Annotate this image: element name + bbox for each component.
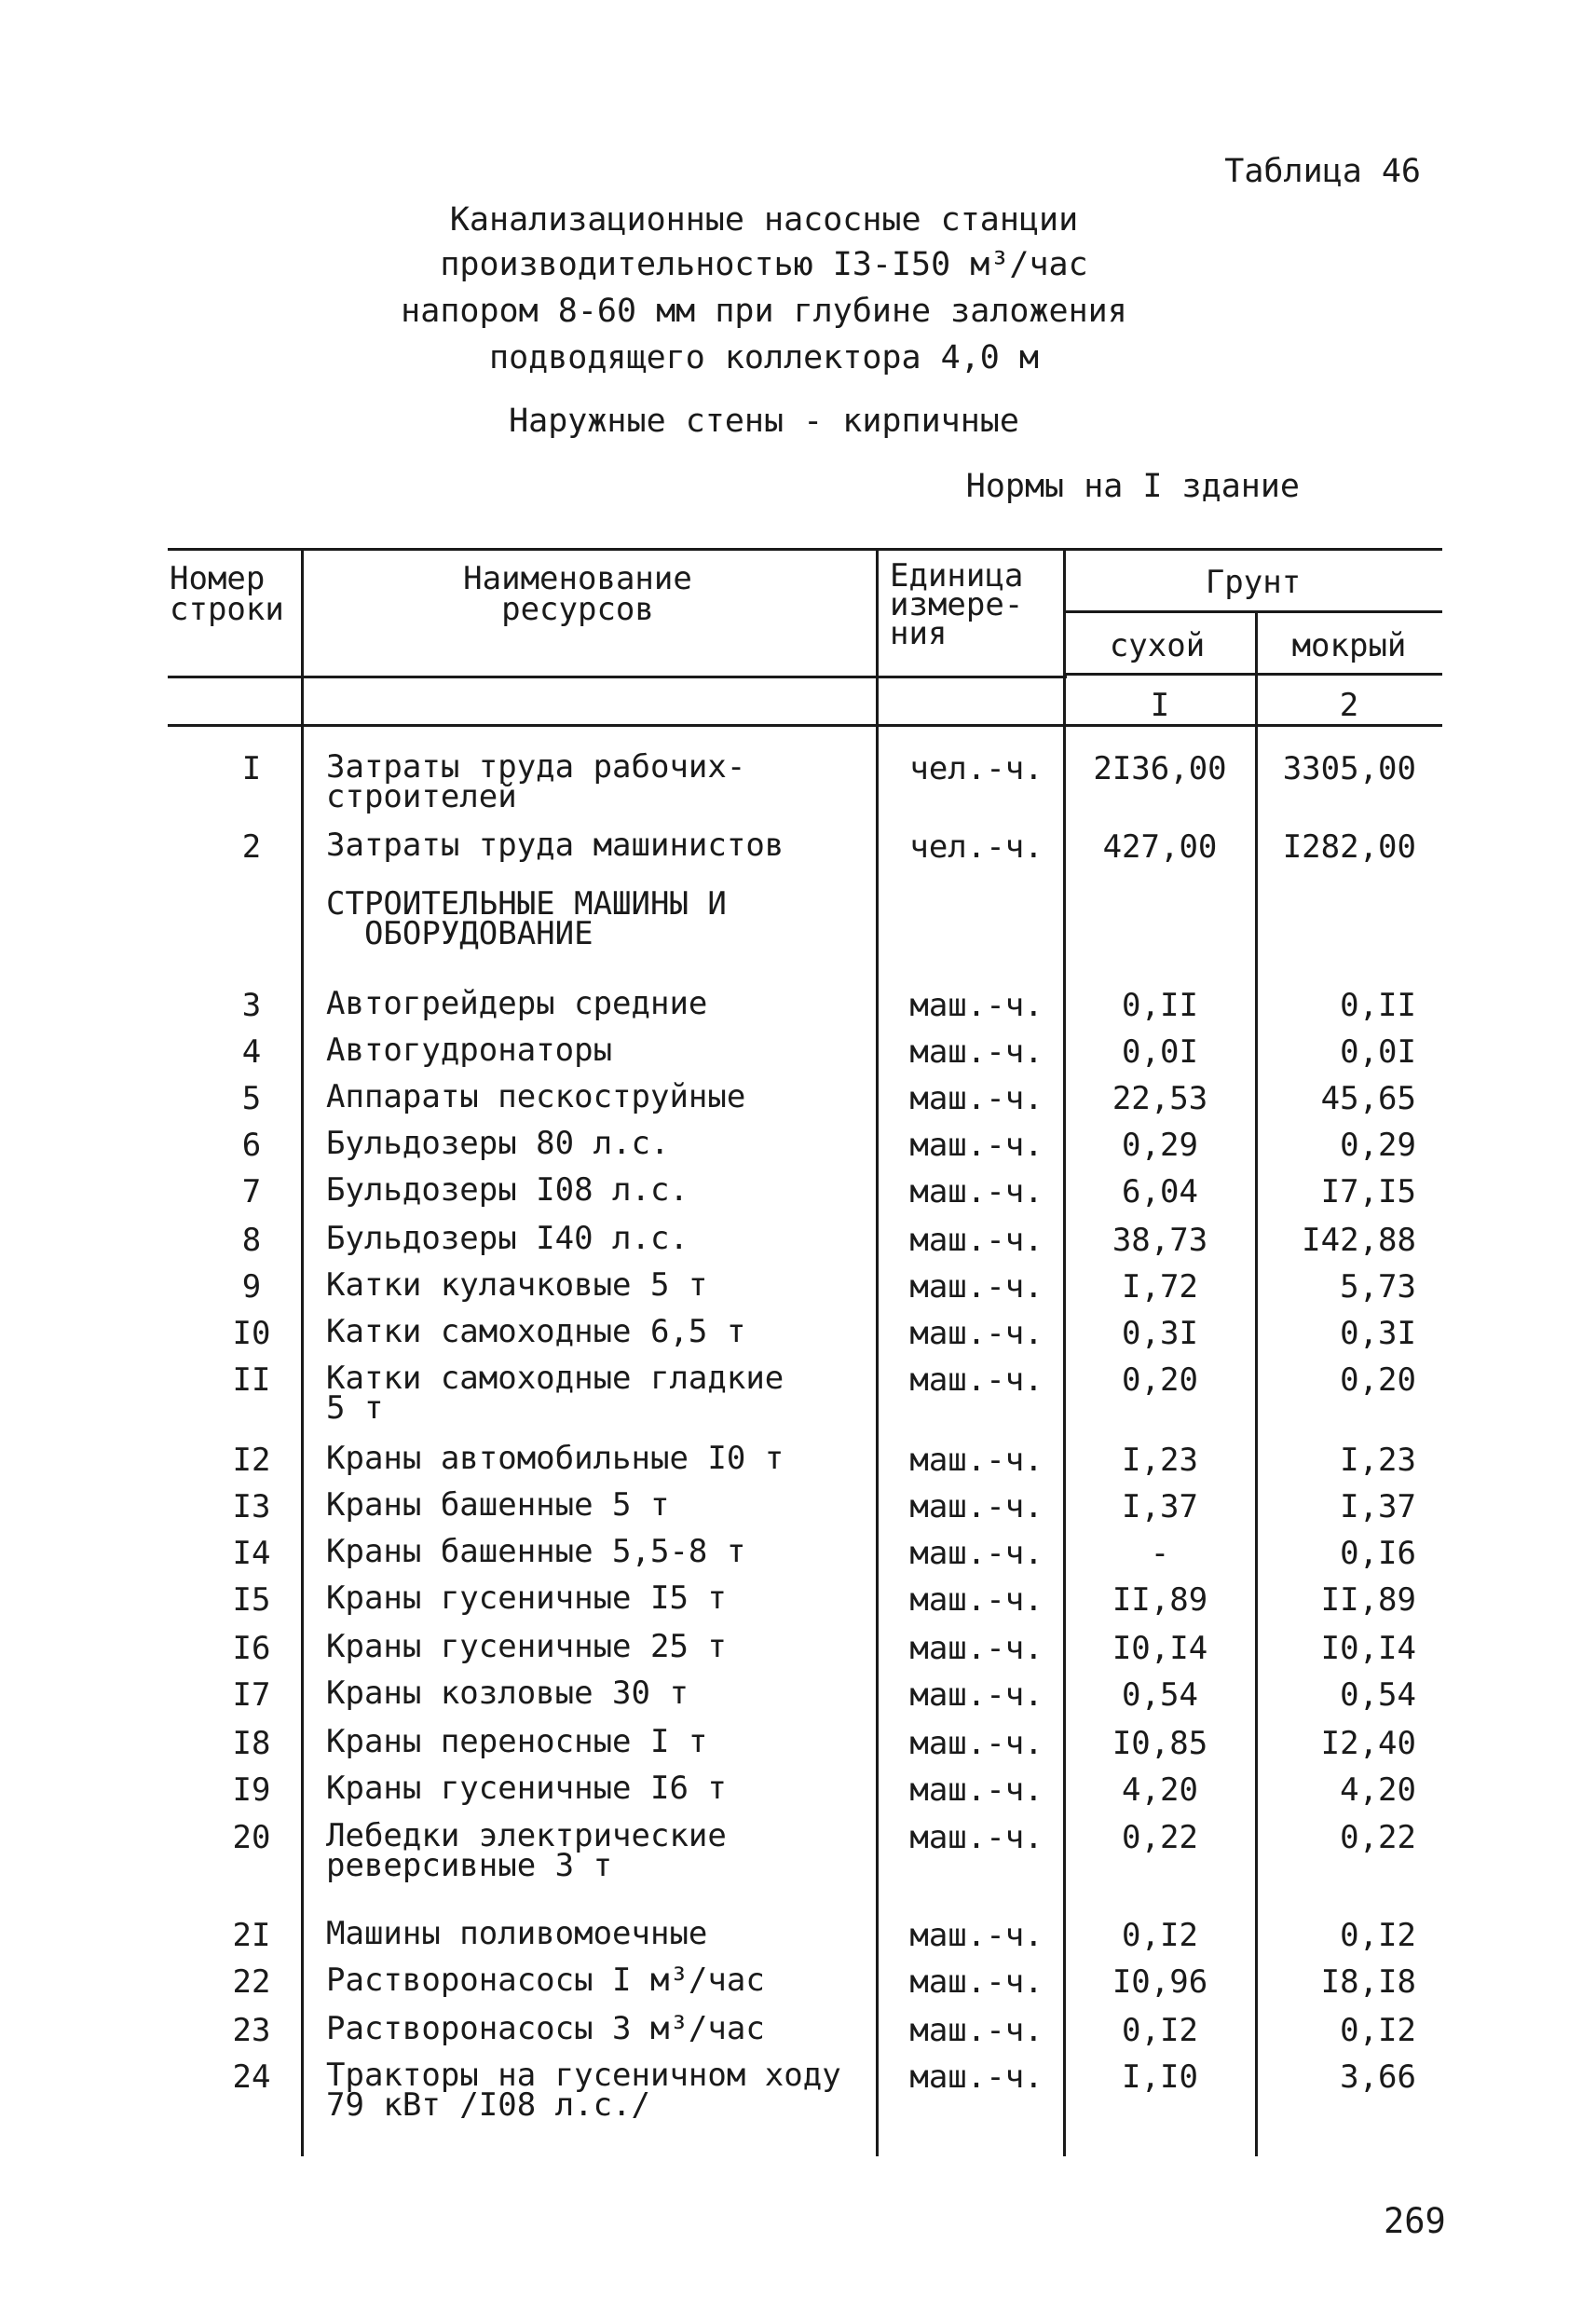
resource-name: Краны переносные I т bbox=[326, 1723, 708, 1760]
row-number: I8 bbox=[232, 1725, 271, 1762]
unit-cell: маш.-ч. bbox=[909, 987, 1044, 1024]
index-bottom-line bbox=[168, 724, 1442, 727]
dry-soil-value: 0,22 bbox=[1122, 1819, 1198, 1856]
unit-cell: маш.-ч. bbox=[909, 1127, 1044, 1164]
resource-name: Краны автомобильные I0 т bbox=[326, 1440, 784, 1477]
table-label: Таблица 46 bbox=[1224, 153, 1421, 190]
wet-soil-value: 0,I2 bbox=[1340, 2012, 1416, 2049]
resource-name: Растворонасосы I м³/час bbox=[326, 1962, 765, 1999]
wet-soil-value: 3,66 bbox=[1340, 2058, 1416, 2096]
column-divider-4 bbox=[1255, 613, 1258, 2156]
wet-soil-value: I,23 bbox=[1340, 1442, 1416, 1479]
wet-soil-value: I8,I8 bbox=[1320, 1963, 1416, 2001]
unit-cell: маш.-ч. bbox=[909, 1581, 1044, 1619]
row-number: I6 bbox=[232, 1630, 271, 1667]
unit-cell: маш.-ч. bbox=[909, 1676, 1044, 1714]
column-divider-3 bbox=[1063, 550, 1066, 2156]
unit-cell: маш.-ч. bbox=[909, 1315, 1044, 1352]
row-number: 2I bbox=[232, 1917, 271, 1954]
row-number: 8 bbox=[241, 1222, 262, 1259]
resource-name: СТРОИТЕЛЬНЫЕ МАШИНЫ И ОБОРУДОВАНИЕ bbox=[326, 885, 727, 952]
dry-soil-value: I0,I4 bbox=[1112, 1630, 1208, 1667]
dry-soil-value: 2I36,00 bbox=[1093, 750, 1227, 787]
unit-cell: маш.-ч. bbox=[909, 1630, 1044, 1667]
resource-name: Катки самоходные гладкие 5 т bbox=[326, 1360, 784, 1427]
row-number: I0 bbox=[232, 1315, 271, 1352]
dry-soil-value: 0,54 bbox=[1122, 1676, 1198, 1714]
dry-soil-value: 0,0I bbox=[1122, 1033, 1198, 1071]
wet-soil-value: 0,I2 bbox=[1340, 1917, 1416, 1954]
dry-soil-value: 38,73 bbox=[1112, 1222, 1208, 1259]
title-line-1: Канализационные насосные станции bbox=[449, 201, 1079, 239]
unit-cell: маш.-ч. bbox=[909, 2058, 1044, 2096]
dry-soil-value: 0,II bbox=[1122, 987, 1198, 1024]
wet-soil-value: I42,88 bbox=[1302, 1222, 1416, 1259]
resource-name: Бульдозеры I08 л.с. bbox=[326, 1171, 689, 1209]
resource-name: Автогрейдеры средние bbox=[326, 985, 708, 1022]
soil-divider-line bbox=[1065, 610, 1442, 613]
resource-name: Аппараты пескоструйные bbox=[326, 1078, 746, 1115]
wet-soil-value: 0,3I bbox=[1340, 1315, 1416, 1352]
unit-cell: маш.-ч. bbox=[909, 1963, 1044, 2001]
wet-soil-value: 0,20 bbox=[1340, 1361, 1416, 1399]
resource-name: Бульдозеры I40 л.с. bbox=[326, 1220, 689, 1257]
dry-soil-value: I0,96 bbox=[1112, 1963, 1208, 2001]
dry-soil-value: 22,53 bbox=[1112, 1080, 1208, 1117]
dry-soil-value: I0,85 bbox=[1112, 1725, 1208, 1762]
row-number: 20 bbox=[232, 1819, 271, 1856]
dry-soil-value: 0,I2 bbox=[1122, 2012, 1198, 2049]
subhead-divider-line bbox=[1065, 673, 1442, 676]
row-number: I5 bbox=[232, 1581, 271, 1619]
dry-soil-value: I,I0 bbox=[1122, 2058, 1198, 2096]
title-line-2: производительностью I3-I50 м³/час bbox=[440, 246, 1088, 283]
dry-soil-value: 4,20 bbox=[1122, 1771, 1198, 1809]
unit-cell: маш.-ч. bbox=[909, 1488, 1044, 1525]
row-number: 4 bbox=[241, 1033, 262, 1071]
col-header-soil: Грунт bbox=[1205, 564, 1302, 601]
row-number: 3 bbox=[241, 987, 262, 1024]
resource-name: Тракторы на гусеничном ходу 79 кВт /I08 л.с./ bbox=[326, 2057, 841, 2124]
resource-name: Катки самоходные 6,5 т bbox=[326, 1313, 746, 1350]
dry-soil-value: I,37 bbox=[1122, 1488, 1198, 1525]
dry-soil-value: - bbox=[1150, 1535, 1170, 1572]
subtitle: Наружные стены - кирпичные bbox=[509, 403, 1019, 440]
row-number: 22 bbox=[232, 1963, 271, 2001]
wet-soil-value: 0,0I bbox=[1340, 1033, 1416, 1071]
unit-cell: маш.-ч. bbox=[909, 2012, 1044, 2049]
table-top-border bbox=[168, 548, 1442, 551]
row-number: I3 bbox=[232, 1488, 271, 1525]
col-index-wet: 2 bbox=[1339, 687, 1359, 724]
wet-soil-value: II,89 bbox=[1320, 1581, 1416, 1619]
unit-cell: маш.-ч. bbox=[909, 1268, 1044, 1306]
row-number: I7 bbox=[232, 1676, 271, 1714]
resource-name: Растворонасосы 3 м³/час bbox=[326, 2010, 765, 2047]
unit-cell: чел.-ч. bbox=[909, 828, 1044, 866]
title-line-4: подводящего коллектора 4,0 м bbox=[488, 339, 1040, 376]
unit-cell: чел.-ч. bbox=[909, 750, 1044, 787]
resource-name: Затраты труда машинистов bbox=[326, 827, 784, 864]
dry-soil-value: 6,04 bbox=[1122, 1173, 1198, 1210]
wet-soil-value: I0,I4 bbox=[1320, 1630, 1416, 1667]
row-number: 5 bbox=[241, 1080, 262, 1117]
row-number: 23 bbox=[232, 2012, 271, 2049]
row-number: 7 bbox=[241, 1173, 262, 1210]
wet-soil-value: I,37 bbox=[1340, 1488, 1416, 1525]
resource-name: Катки кулачковые 5 т bbox=[326, 1266, 708, 1304]
row-number: 6 bbox=[241, 1127, 262, 1164]
dry-soil-value: I,23 bbox=[1122, 1442, 1198, 1479]
norms-note: Нормы на I здание bbox=[965, 468, 1300, 505]
wet-soil-value: 3305,00 bbox=[1282, 750, 1416, 787]
resource-name: Краны башенные 5 т bbox=[326, 1486, 670, 1524]
unit-cell: маш.-ч. bbox=[909, 1033, 1044, 1071]
unit-cell: маш.-ч. bbox=[909, 1173, 1044, 1210]
row-number: 2 bbox=[241, 828, 262, 866]
resource-name: Автогудронаторы bbox=[326, 1032, 613, 1069]
unit-cell: маш.-ч. bbox=[909, 1080, 1044, 1117]
resource-name: Лебедки электрические реверсивные 3 т bbox=[326, 1817, 727, 1884]
unit-cell: маш.-ч. bbox=[909, 1535, 1044, 1572]
col-header-unit: Единица измере- ния bbox=[890, 557, 1024, 652]
wet-soil-value: I7,I5 bbox=[1320, 1173, 1416, 1210]
wet-soil-value: 0,II bbox=[1340, 987, 1416, 1024]
row-number: I9 bbox=[232, 1771, 271, 1809]
wet-soil-value: 0,54 bbox=[1340, 1676, 1416, 1714]
wet-soil-value: 5,73 bbox=[1340, 1268, 1416, 1306]
row-number: I bbox=[241, 750, 262, 787]
resource-name: Краны гусеничные I6 т bbox=[326, 1770, 727, 1807]
title-line-3: напором 8-60 мм при глубине заложения bbox=[401, 293, 1127, 330]
unit-cell: маш.-ч. bbox=[909, 1819, 1044, 1856]
resource-name: Машины поливомоечные bbox=[326, 1915, 708, 1952]
unit-cell: маш.-ч. bbox=[909, 1222, 1044, 1259]
unit-cell: маш.-ч. bbox=[909, 1442, 1044, 1479]
col-header-dry: сухой bbox=[1109, 627, 1206, 664]
wet-soil-value: I282,00 bbox=[1282, 828, 1416, 866]
wet-soil-value: 45,65 bbox=[1320, 1080, 1416, 1117]
dry-soil-value: 0,29 bbox=[1122, 1127, 1198, 1164]
dry-soil-value: 0,3I bbox=[1122, 1315, 1198, 1352]
unit-cell: маш.-ч. bbox=[909, 1917, 1044, 1954]
resource-name: Краны козловые 30 т bbox=[326, 1675, 689, 1712]
wet-soil-value: 0,29 bbox=[1340, 1127, 1416, 1164]
row-number: I4 bbox=[232, 1535, 271, 1572]
wet-soil-value: 0,I6 bbox=[1340, 1535, 1416, 1572]
wet-soil-value: 4,20 bbox=[1340, 1771, 1416, 1809]
col-header-wet: мокрый bbox=[1291, 627, 1407, 664]
col-header-number: Номер строки bbox=[170, 560, 284, 628]
page-number: 269 bbox=[1384, 2201, 1446, 2241]
row-number: I2 bbox=[232, 1442, 271, 1479]
resource-name: Затраты труда рабочих- строителей bbox=[326, 748, 746, 815]
resource-name: Краны гусеничные I5 т bbox=[326, 1579, 727, 1617]
wet-soil-value: 0,22 bbox=[1340, 1819, 1416, 1856]
wet-soil-value: I2,40 bbox=[1320, 1725, 1416, 1762]
row-number: 9 bbox=[241, 1268, 262, 1306]
resource-name: Бульдозеры 80 л.с. bbox=[326, 1125, 670, 1162]
dry-soil-value: 427,00 bbox=[1102, 828, 1218, 866]
resource-name: Краны гусеничные 25 т bbox=[326, 1628, 727, 1665]
unit-cell: маш.-ч. bbox=[909, 1361, 1044, 1399]
dry-soil-value: 0,I2 bbox=[1122, 1917, 1198, 1954]
row-number: II bbox=[232, 1361, 271, 1399]
column-divider-1 bbox=[301, 550, 304, 2156]
unit-cell: маш.-ч. bbox=[909, 1771, 1044, 1809]
dry-soil-value: 0,20 bbox=[1122, 1361, 1198, 1399]
col-index-dry: I bbox=[1150, 687, 1170, 724]
dry-soil-value: II,89 bbox=[1112, 1581, 1208, 1619]
resource-name: Краны башенные 5,5-8 т bbox=[326, 1533, 746, 1570]
col-header-name: Наименование ресурсов bbox=[463, 560, 692, 628]
row-number: 24 bbox=[232, 2058, 271, 2096]
column-divider-2 bbox=[876, 550, 879, 2156]
unit-cell: маш.-ч. bbox=[909, 1725, 1044, 1762]
dry-soil-value: I,72 bbox=[1122, 1268, 1198, 1306]
